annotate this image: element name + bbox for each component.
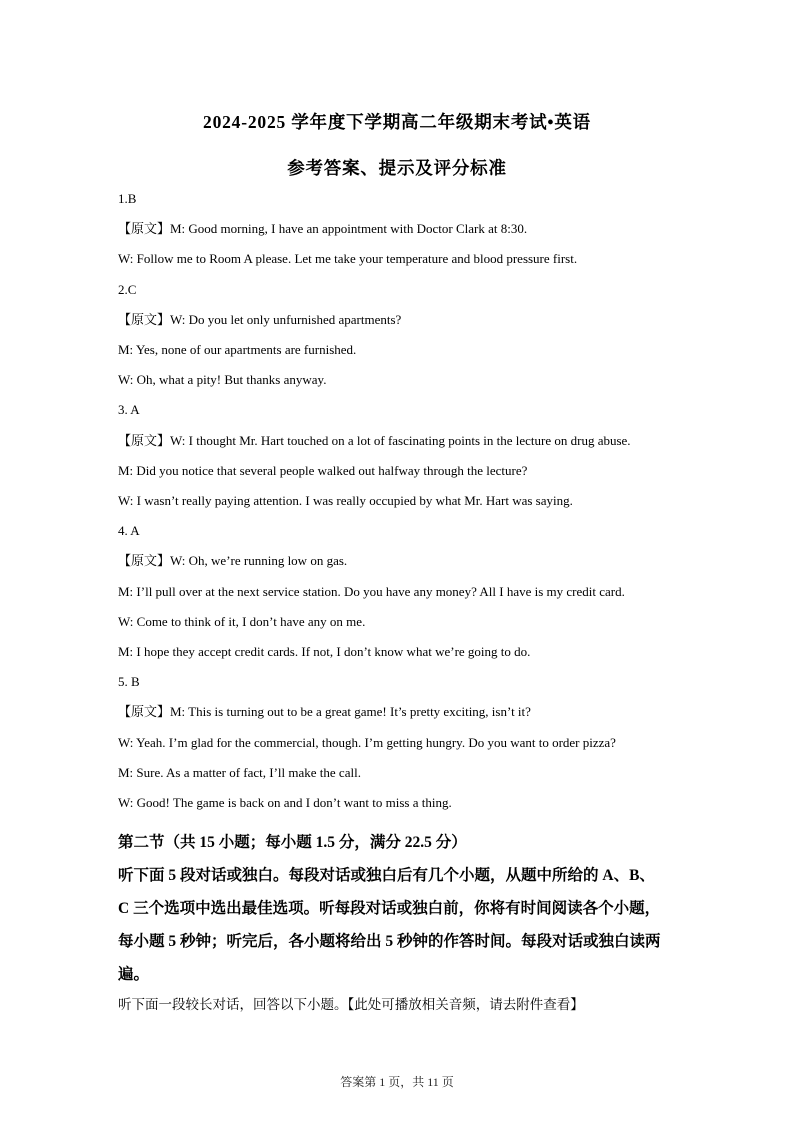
answer-number: 2.C bbox=[118, 281, 137, 297]
answer-number: 4. A bbox=[118, 523, 140, 539]
transcript-line: W: Yeah. I’m glad for the commercial, though. I’m getting hungry. Do you want to order pizza? bbox=[118, 734, 616, 750]
transcript-line: M: Sure. As a matter of fact, I’ll make the call. bbox=[118, 764, 361, 780]
listen-prompt: 听下面一段较长对话，回答以下小题。【此处可播放相关音频，请去附件查看】 bbox=[118, 997, 584, 1012]
answer-number: 3. A bbox=[118, 402, 140, 418]
transcript-line: W: I wasn’t really paying attention. I was really occupied by what Mr. Hart was saying. bbox=[118, 493, 573, 509]
answer-number: 5. B bbox=[118, 674, 140, 690]
section2-block bbox=[118, 826, 680, 991]
transcript-line: W: Come to think of it, I don’t have any on me. bbox=[118, 613, 366, 629]
transcript-line: M: Did you notice that several people walked out halfway through the lecture? bbox=[118, 462, 528, 478]
section2-instruction-line: C 三个选项中选出最佳选项。听每段对话或独白前，你将有时间阅读各个小题， bbox=[118, 900, 661, 917]
answers-section bbox=[118, 184, 678, 818]
page-footer bbox=[0, 1072, 794, 1092]
transcript-line: 【原文】M: Good morning, I have an appointment with Doctor Clark at 8:30. bbox=[118, 221, 528, 237]
transcript-line: M: I’ll pull over at the next service station. Do you have any money? All I have is my credit card. bbox=[118, 583, 625, 599]
transcript-line: M: I hope they accept credit cards. If not, I don’t know what we’re going to do. bbox=[118, 644, 531, 660]
transcript-line: 【原文】W: Do you let only unfurnished apartments? bbox=[118, 311, 402, 327]
exam-title: 2024-2025 学年度下学期高二年级期末考试•英语 bbox=[203, 112, 591, 132]
transcript-line: W: Good! The game is back on and I don’t want to miss a thing. bbox=[118, 795, 452, 811]
transcript-line: W: Oh, what a pity! But thanks anyway. bbox=[118, 372, 327, 388]
answer-number: 1.B bbox=[118, 191, 137, 206]
transcript-line: M: Yes, none of our apartments are furnished. bbox=[118, 342, 357, 358]
section2-instruction-line: 遍。 bbox=[118, 966, 150, 983]
document-header bbox=[0, 99, 794, 191]
document-subtitle: 参考答案、提示及评分标准 bbox=[287, 158, 507, 178]
section2-heading: 第二节（共 15 小题；每小题 1.5 分，满分 22.5 分） bbox=[118, 834, 467, 851]
transcript-line: 【原文】W: Oh, we’re running low on gas. bbox=[118, 553, 348, 569]
section2-instruction-line: 每小题 5 秒钟；听完后，各小题将给出 5 秒钟的作答时间。每段对话或独白读两 bbox=[118, 933, 661, 950]
transcript-line: W: Follow me to Room A please. Let me take your temperature and blood pressure first. bbox=[118, 251, 578, 267]
page-number-label: 答案第 1 页，共 11 页 bbox=[340, 1075, 454, 1089]
transcript-line: 【原文】W: I thought Mr. Hart touched on a lot of fascinating points in the lecture on drug abuse. bbox=[118, 432, 631, 448]
transcript-line: 【原文】M: This is turning out to be a great game! It’s pretty exciting, isn’t it? bbox=[118, 704, 531, 720]
section2-instruction-line: 听下面 5 段对话或独白。每段对话或独白后有几个小题，从题中所给的 A、B、 bbox=[118, 867, 655, 884]
